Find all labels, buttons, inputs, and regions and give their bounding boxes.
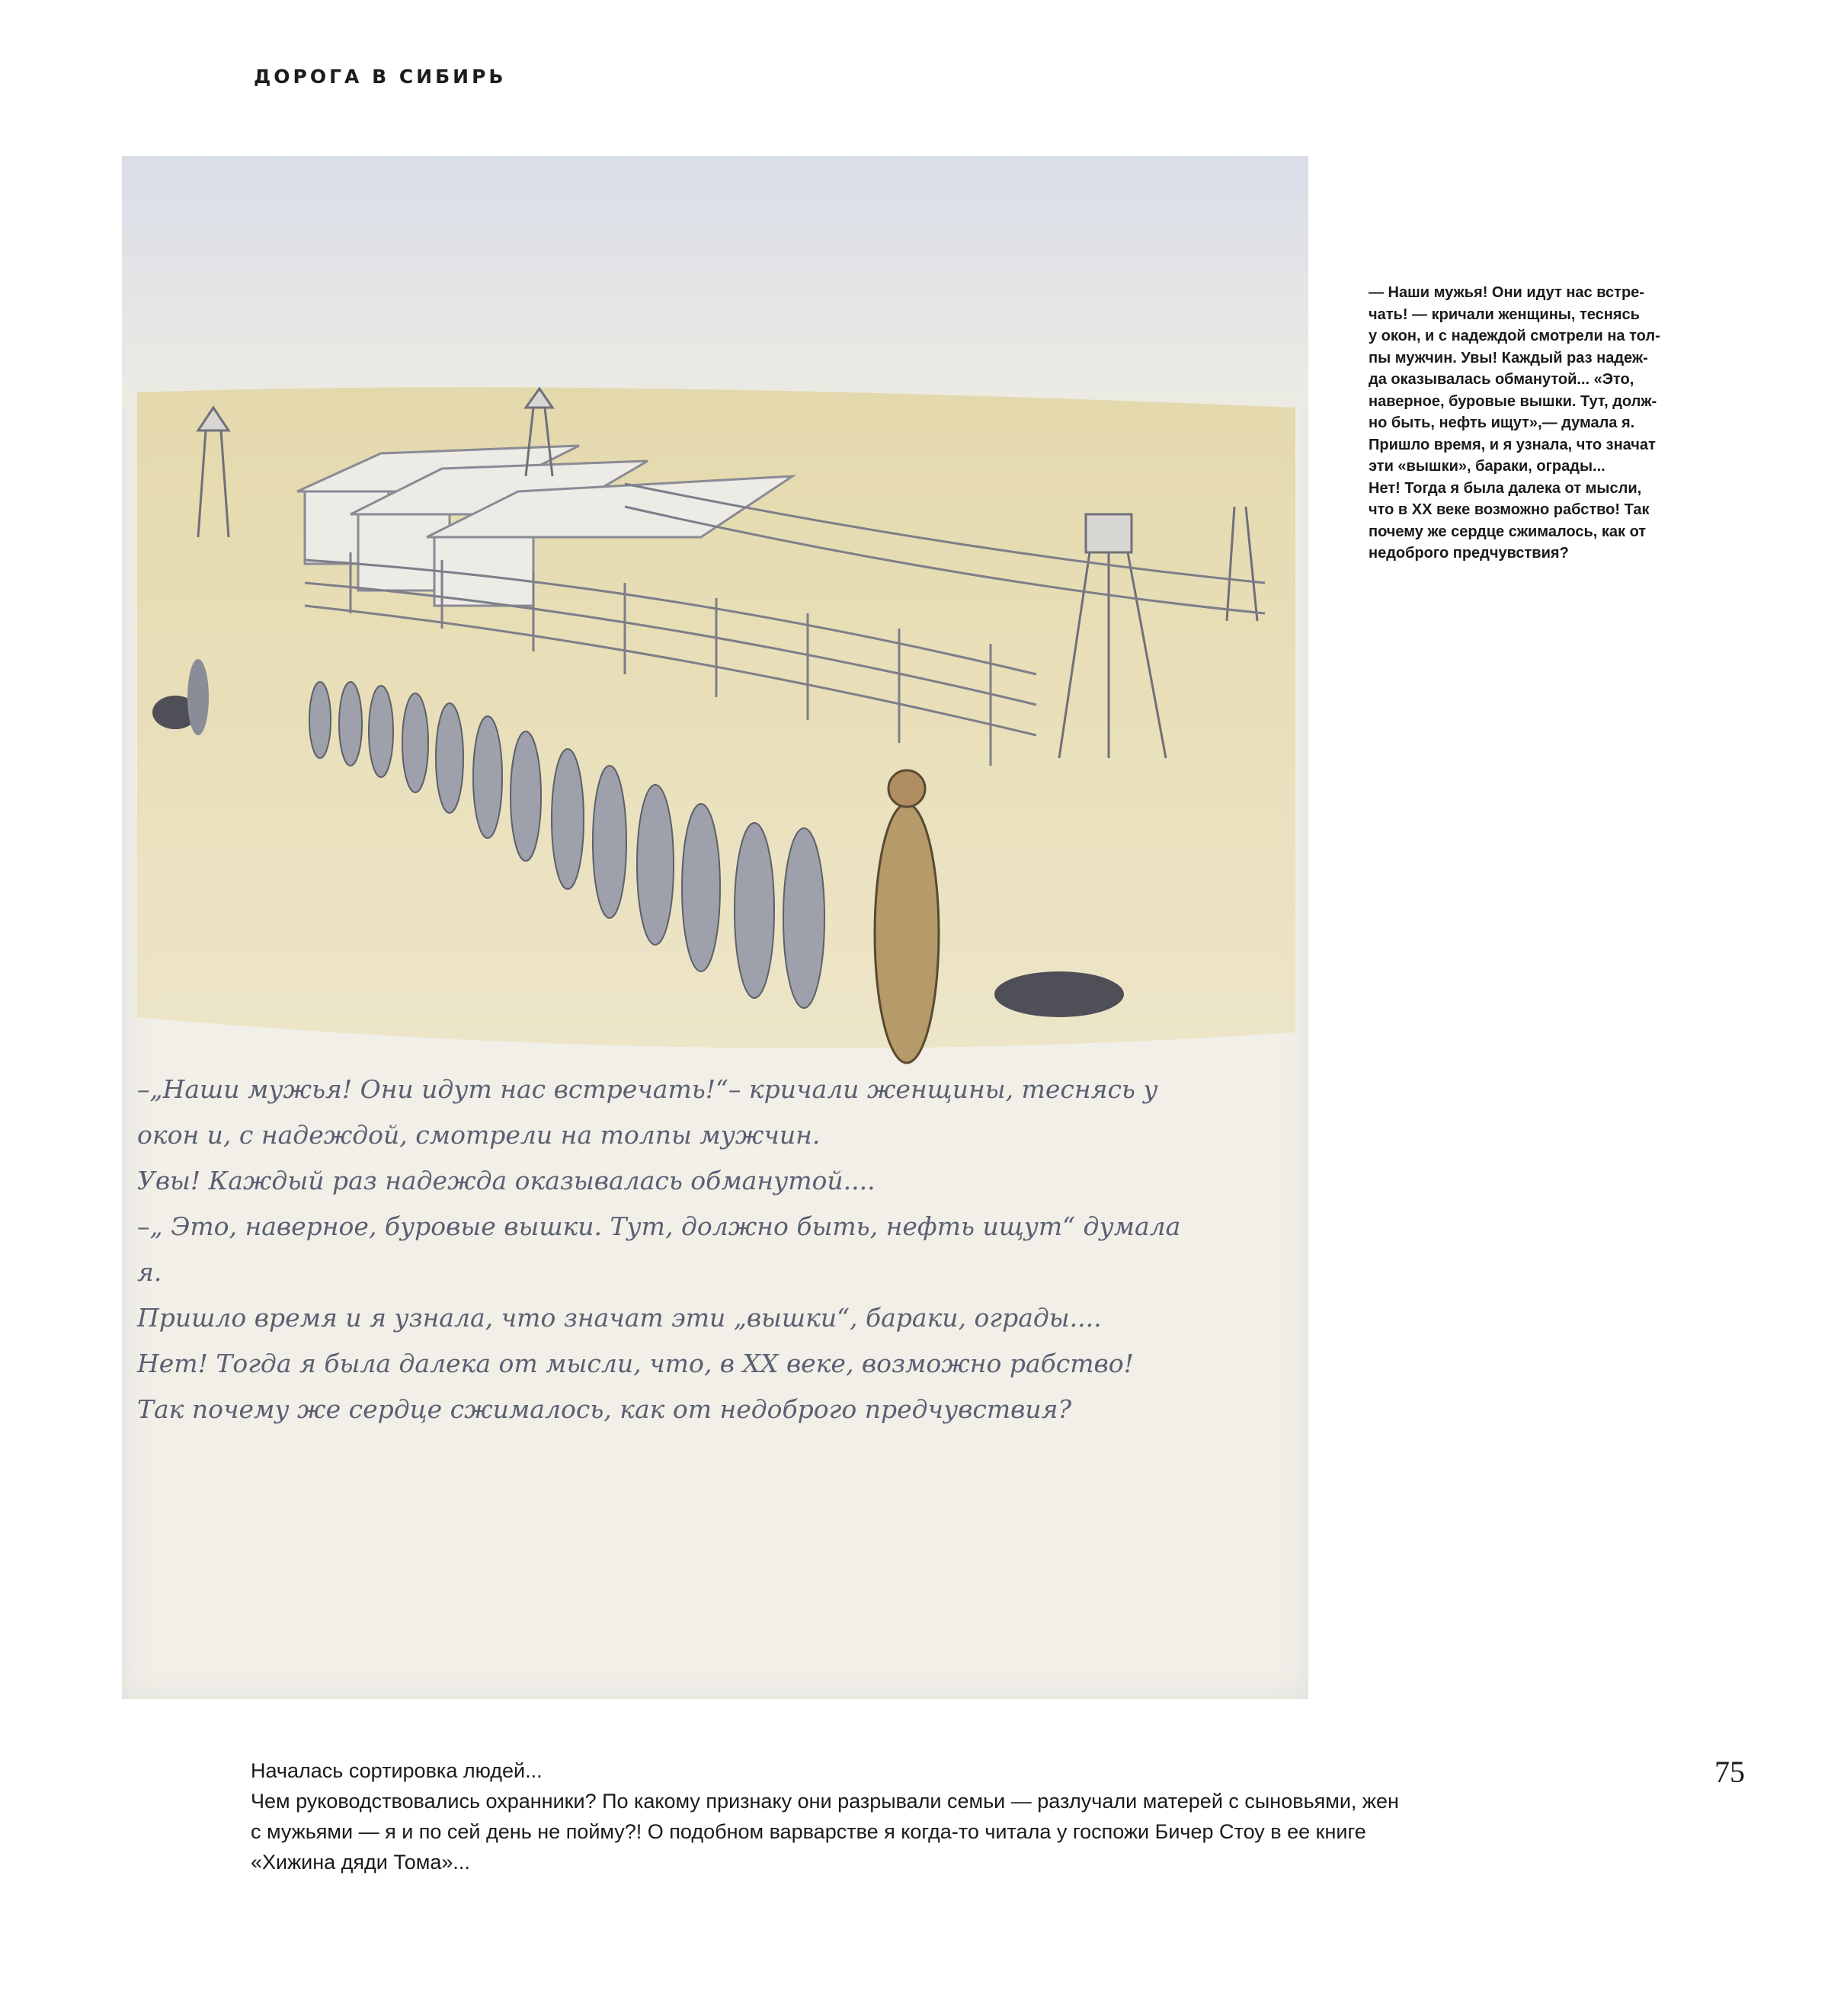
side-text-line: почему же сердце сжималось, как от xyxy=(1369,523,1647,540)
side-text-line: да оказывалась обманутой... «Это, xyxy=(1369,371,1634,388)
camp-drawing xyxy=(122,156,1308,1699)
bottom-caption xyxy=(251,1755,1561,1877)
running-title: ДОРОГА В СИБИРЬ xyxy=(254,66,507,88)
side-text-line: у окон, и с надеждой смотрели на тол- xyxy=(1369,328,1660,344)
side-text-line: пы мужчин. Увы! Каждый раз надеж- xyxy=(1369,349,1648,366)
illustration xyxy=(122,156,1308,1699)
caption-line: «Хижина дяди Тома»... xyxy=(251,1851,470,1874)
handwritten-line: Так почему же сердце сжималось, как от недоброго предчувствия? xyxy=(137,1394,1072,1424)
handwritten-line: я. xyxy=(137,1257,162,1287)
handwritten-line: Увы! Каждый раз надежда оказывалась обманутой.... xyxy=(137,1166,876,1195)
handwritten-line: Пришло время и я узнала, что значат эти „вышки“, бараки, ограды.... xyxy=(137,1303,1102,1333)
side-text-line: но быть, нефть ищут»,— думала я. xyxy=(1369,414,1635,431)
sky xyxy=(122,156,1308,408)
side-text-line: чать! — кричали женщины, теснясь xyxy=(1369,306,1640,323)
page-number: 75 xyxy=(1714,1755,1745,1789)
handwritten-line: Нет! Тогда я была далека от мысли, что, в XX веке, возможно рабство! xyxy=(137,1349,1134,1378)
caption-line: Началась сортировка людей... xyxy=(251,1759,543,1782)
rear-guard xyxy=(187,659,209,735)
handwritten-line: –„Наши мужья! Они идут нас встречать!“– кричали женщины, теснясь у xyxy=(137,1074,1158,1104)
handwritten-caption xyxy=(137,1067,1299,1432)
side-text-line: — Наши мужья! Они идут нас встре- xyxy=(1369,284,1644,301)
handwritten-line: окон и, с надеждой, смотрели на толпы мужчин. xyxy=(137,1120,821,1150)
caption-line: Чем руководствовались охранники? По какому признаку они разрывали семьи — разлучали матерей с сыновьями, жен xyxy=(251,1790,1399,1813)
caption-line: с мужьями — я и по сей день не пойму?! О подобном варварстве я когда-то читала у госпожи Бичер Стоу в ее книге xyxy=(251,1820,1366,1843)
side-text xyxy=(1369,282,1753,565)
side-text-line: Нет! Тогда я была далека от мысли, xyxy=(1369,479,1642,497)
handwritten-line: –„ Это, наверное, буровые вышки. Тут, должно быть, нефть ищут“ думала xyxy=(137,1211,1181,1241)
side-text-line: недоброго предчувствия? xyxy=(1369,545,1569,562)
side-text-line: эти «вышки», бараки, ограды... xyxy=(1369,458,1606,475)
side-text-line: наверное, буровые вышки. Тут, долж- xyxy=(1369,392,1657,410)
side-text-line: Пришло время, и я узнала, что значат xyxy=(1369,436,1656,453)
side-text-line: что в XX веке возможно рабство! Так xyxy=(1369,501,1650,518)
